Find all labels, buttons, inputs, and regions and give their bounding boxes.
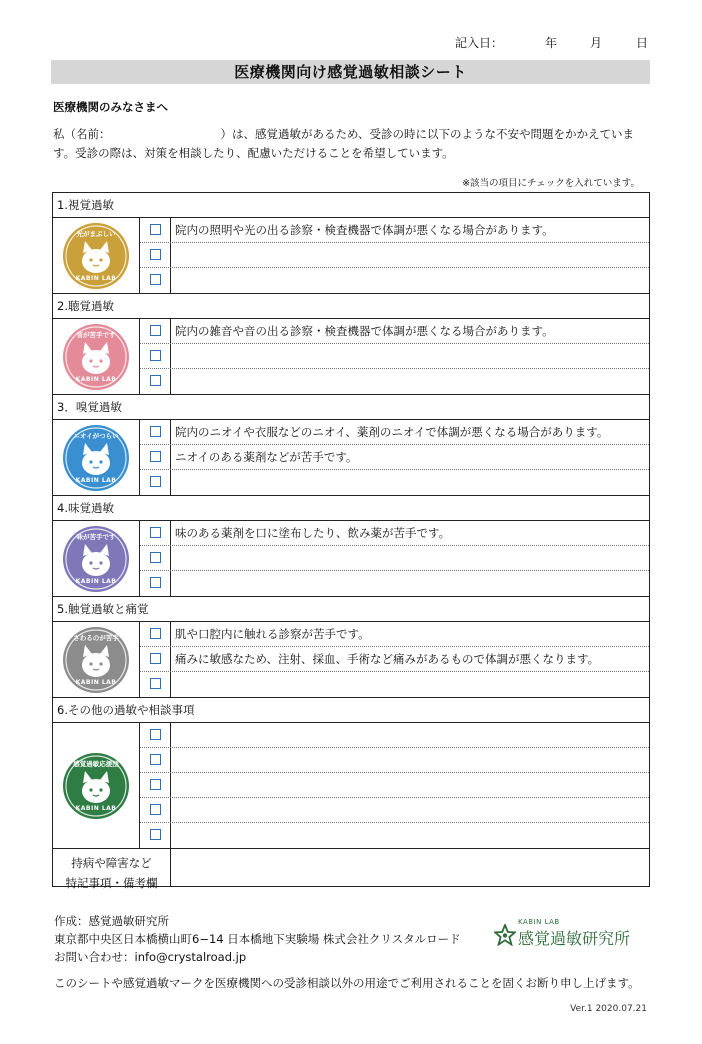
- check-box[interactable]: [150, 804, 161, 815]
- badge-text: さわるのが苦手: [73, 634, 119, 642]
- badge-cell-other: [53, 723, 140, 849]
- footer: [54, 912, 461, 966]
- checklist-item-text: 痛みに敏感なため、注射、採血、手術など痛みがあるもので体調が悪くなります。: [175, 652, 600, 666]
- checklist-row: [140, 672, 649, 697]
- checklist-row: [140, 647, 649, 672]
- sensory-mark-badge-other: [63, 753, 129, 819]
- month-label: 月: [590, 36, 603, 50]
- badge-text: 音が苦手です: [76, 331, 116, 339]
- check-box[interactable]: [150, 375, 161, 386]
- check-box[interactable]: [150, 249, 161, 260]
- checkbox-cell: [140, 748, 171, 772]
- check-box[interactable]: [150, 678, 161, 689]
- sensory-mark-badge-visual: [63, 223, 129, 289]
- badge-footer-text: KABIN LAB: [75, 805, 117, 812]
- checklist-item-text: 味のある薬剤を口に塗布したり、飲み薬が苦手です。: [175, 526, 451, 540]
- badge-footer-text: KABIN LAB: [75, 679, 117, 686]
- checkbox-cell: [140, 268, 171, 293]
- section-title-visual: 1.視覚過敏: [53, 193, 649, 218]
- checkbox-cell: [140, 445, 171, 469]
- remarks-label: [53, 849, 171, 890]
- disclaimer: このシートや感覚過敏マークを医療機関への受診相談以外の用途でご利用されることを固くお断り申し上げます。: [54, 976, 640, 990]
- checkbox-cell: [140, 344, 171, 368]
- sensory-mark-badge-tactile: [63, 627, 129, 693]
- checklist-row: [140, 369, 649, 394]
- checklist-row: [140, 344, 649, 369]
- badge-cell-tactile: [53, 622, 140, 698]
- checkbox-cell: [140, 470, 171, 495]
- check-box[interactable]: [150, 653, 161, 664]
- entry-date-line: [455, 34, 655, 50]
- section-title-gustatory: 4.味覚過敏: [53, 496, 649, 521]
- section-title-auditory: 2.聴覚過敏: [53, 294, 649, 319]
- check-box[interactable]: [150, 779, 161, 790]
- intro-paragraph: [53, 125, 653, 163]
- checklist-item-text: ニオイのある薬剤などが苦手です。: [175, 450, 358, 464]
- intro-name-suffix: ）は、感覚過敏があるため、受診の時に以下のような不安や問題をかかえていま: [220, 127, 635, 141]
- badge-text: 味が苦手です: [76, 533, 116, 541]
- sensory-mark-badge-auditory: [63, 324, 129, 390]
- checkbox-cell: [140, 546, 171, 570]
- check-box[interactable]: [150, 552, 161, 563]
- checklist-row: [140, 218, 649, 243]
- badge-footer-text: KABIN LAB: [75, 376, 117, 383]
- checklist-row: [140, 773, 649, 798]
- consultation-table: [52, 192, 650, 890]
- remarks-input-area[interactable]: [171, 849, 649, 886]
- check-box[interactable]: [150, 754, 161, 765]
- badge-cell-gustatory: [53, 521, 140, 597]
- check-box[interactable]: [150, 451, 161, 462]
- check-box[interactable]: [150, 325, 161, 336]
- check-box[interactable]: [150, 476, 161, 487]
- remarks-label-line1: 持病や障害など: [71, 856, 152, 870]
- sensory-mark-badge-olfactory: [63, 425, 129, 491]
- checklist-row: [140, 420, 649, 445]
- greeting: 医療機関のみなさまへ: [53, 100, 168, 114]
- logo-name: 感覚過敏研究所: [518, 929, 631, 948]
- checkbox-cell: [140, 420, 171, 444]
- checkbox-cell: [140, 622, 171, 646]
- checklist-row: [140, 622, 649, 647]
- intro-line2: す。受診の際は、対策を相談したり、配慮いただけることを希望しています。: [53, 146, 454, 160]
- check-box[interactable]: [150, 628, 161, 639]
- badge-footer-text: KABIN LAB: [75, 578, 117, 585]
- check-box[interactable]: [150, 426, 161, 437]
- checkbox-cell: [140, 723, 171, 747]
- checkbox-cell: [140, 773, 171, 797]
- badge-text: 感覚過敏応援団: [73, 760, 119, 768]
- checklist-row: [140, 823, 649, 848]
- sensory-mark-badge-gustatory: [63, 526, 129, 592]
- section-title-other: 6.その他の過敏や相談事項: [53, 698, 649, 723]
- check-note: ※該当の項目にチェックを入れています。: [462, 178, 640, 189]
- check-box[interactable]: [150, 527, 161, 538]
- badge-cell-auditory: [53, 319, 140, 395]
- version-label: Ver.1 2020.07.21: [570, 1004, 647, 1014]
- checklist-row: [140, 470, 649, 495]
- badge-cell-visual: [53, 218, 140, 294]
- checkbox-cell: [140, 798, 171, 822]
- checklist-row: [140, 798, 649, 823]
- remarks-label-line2: 特記事項・備考欄: [65, 876, 158, 890]
- badge-text: 光がまぶしい: [76, 230, 116, 238]
- footer-author: 作成：感覚過敏研究所: [54, 914, 169, 928]
- checklist-item-text: 院内の照明や光の出る診察・検査機器で体調が悪くなる場合があります。: [175, 223, 554, 237]
- check-box[interactable]: [150, 577, 161, 588]
- checklist-row: [140, 445, 649, 470]
- badge-footer-text: KABIN LAB: [75, 275, 117, 282]
- day-label: 日: [636, 36, 649, 50]
- checkbox-cell: [140, 369, 171, 394]
- footer-contact: お問い合わせ：info@crystalroad.jp: [54, 950, 247, 964]
- star-logo-icon: [494, 924, 516, 946]
- badge-footer-text: KABIN LAB: [75, 477, 117, 484]
- checkbox-cell: [140, 672, 171, 697]
- checklist-row: [140, 723, 649, 748]
- checklist-row: [140, 571, 649, 596]
- checklist-item-text: 肌や口腔内に触れる診察が苦手です。: [175, 627, 370, 641]
- entry-date-label: 記入日：: [455, 36, 504, 50]
- badge-text: ニオイがつらい: [73, 432, 119, 440]
- checklist-row: [140, 243, 649, 268]
- badge-cell-olfactory: [53, 420, 140, 496]
- kabin-lab-logo: [494, 918, 644, 954]
- checkbox-cell: [140, 571, 171, 596]
- logo-small-text: KABIN LAB: [518, 918, 560, 926]
- footer-address: 東京都中央区日本橋横山町6−14 日本橋地下実験場 株式会社クリスタルロード: [54, 932, 461, 946]
- sheet-title: 医療機関向け感覚過敏相談シート: [51, 60, 650, 84]
- checklist-row: [140, 521, 649, 546]
- checkbox-cell: [140, 218, 171, 242]
- checkbox-cell: [140, 823, 171, 848]
- checkbox-cell: [140, 243, 171, 267]
- checklist-row: [140, 268, 649, 293]
- check-box[interactable]: [150, 350, 161, 361]
- checklist-row: [140, 748, 649, 773]
- year-label: 年: [545, 36, 558, 50]
- check-box[interactable]: [150, 224, 161, 235]
- checkbox-cell: [140, 647, 171, 671]
- checklist-item-text: 院内の雑音や音の出る診察・検査機器で体調が悪くなる場合があります。: [175, 324, 554, 338]
- check-box[interactable]: [150, 829, 161, 840]
- checkbox-cell: [140, 521, 171, 545]
- check-box[interactable]: [150, 729, 161, 740]
- checklist-item-text: 院内のニオイや衣服などのニオイ、薬剤のニオイで体調が悪くなる場合があります。: [175, 425, 609, 439]
- checklist-row: [140, 319, 649, 344]
- checklist-row: [140, 546, 649, 571]
- check-box[interactable]: [150, 274, 161, 285]
- intro-name-prefix: 私（名前：: [53, 127, 111, 141]
- section-title-tactile: 5.触覚過敏と痛覚: [53, 597, 649, 622]
- section-title-olfactory: 3．嗅覚過敏: [53, 395, 649, 420]
- checkbox-cell: [140, 319, 171, 343]
